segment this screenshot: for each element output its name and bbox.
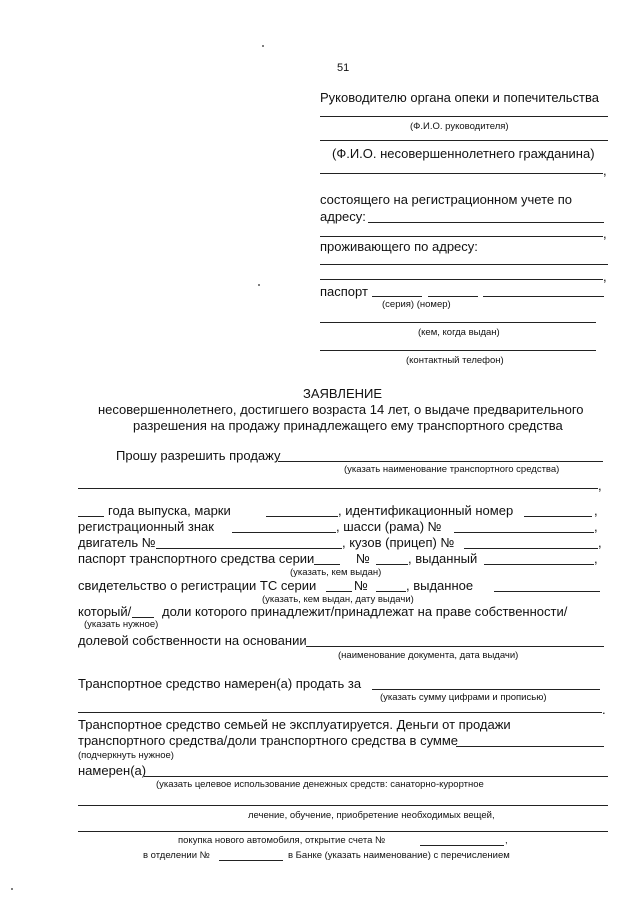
- cert-no-label: №: [354, 578, 368, 593]
- intend2-label: намерен(а): [78, 763, 147, 778]
- body-label: , кузов (прицеп) №: [342, 535, 455, 550]
- issued-line[interactable]: [320, 322, 596, 323]
- page-number: 51: [337, 62, 350, 74]
- underline-caption: (подчеркнуть нужное): [78, 750, 174, 761]
- engine-label: двигатель №: [78, 535, 156, 550]
- purpose-line[interactable]: [144, 776, 608, 777]
- pts-issuer-line[interactable]: [484, 564, 594, 565]
- reg-cert-label: свидетельство о регистрации ТС серии: [78, 578, 317, 593]
- registered-label-2: адресу:: [320, 209, 366, 224]
- chassis-line[interactable]: [454, 532, 594, 533]
- pts-label: паспорт транспортного средства серии: [78, 551, 315, 566]
- pts-caption: (указать, кем выдан): [290, 567, 382, 578]
- comma: ,: [598, 478, 602, 493]
- comma: ,: [594, 519, 598, 534]
- comma: ,: [603, 269, 607, 284]
- purpose-caption-3: покупка нового автомобиля, открытие счета №: [178, 835, 386, 846]
- pts-series-line[interactable]: [314, 564, 340, 565]
- residing-address-line[interactable]: [320, 264, 608, 265]
- passport-number-line[interactable]: [428, 296, 478, 297]
- title-line-1: несовершеннолетнего, достигшего возраста 14 лет, о выдаче предварительного: [98, 402, 584, 417]
- chassis-label: , шасси (рама) №: [336, 519, 442, 534]
- comma: ,: [603, 163, 607, 178]
- passport-series-line[interactable]: [372, 296, 422, 297]
- vehicle-name-line-2[interactable]: [78, 488, 598, 489]
- comma: ,: [598, 535, 602, 550]
- comma: ,: [505, 835, 508, 846]
- not-used-text: Транспортное средство семьей не эксплуатируется. Деньги от продажи: [78, 717, 511, 732]
- residing-address-line-2[interactable]: [320, 279, 603, 280]
- account-number-line[interactable]: [420, 845, 504, 846]
- title-line-2: разрешения на продажу принадлежащего ему транспортного средства: [133, 418, 563, 433]
- registered-address-line[interactable]: [368, 222, 604, 223]
- basis-caption: (наименование документа, дата выдачи): [338, 650, 519, 661]
- purpose-caption-1: (указать целевое использование денежных средств: санаторно-курортное: [156, 779, 484, 790]
- money-sum-line[interactable]: [456, 746, 604, 747]
- engine-line[interactable]: [156, 548, 342, 549]
- vin-line[interactable]: [524, 516, 592, 517]
- pts-issued-label: , выданный: [408, 551, 478, 566]
- price-line[interactable]: [372, 689, 600, 690]
- pts-number-line[interactable]: [376, 564, 408, 565]
- brand-line[interactable]: [266, 516, 338, 517]
- scan-speck: [262, 45, 264, 47]
- year-line[interactable]: [78, 516, 104, 517]
- phone-caption: (контактный телефон): [406, 355, 504, 366]
- pts-no-label: №: [356, 551, 370, 566]
- minor-fio-line[interactable]: [320, 173, 603, 174]
- which-label: который/: [78, 604, 132, 619]
- minor-fio-label: (Ф.И.О. несовершеннолетнего гражданина): [332, 146, 595, 161]
- head-fio-caption: (Ф.И.О. руководителя): [410, 121, 509, 132]
- cert-number-line[interactable]: [376, 591, 406, 592]
- residing-label: проживающего по адресу:: [320, 239, 478, 254]
- comma: ,: [594, 551, 598, 566]
- price-line-2[interactable]: [78, 712, 602, 713]
- which-caption: (указать нужное): [84, 619, 159, 630]
- reg-sign-label: регистрационный знак: [78, 519, 214, 534]
- comma: ,: [603, 226, 607, 241]
- cert-caption: (указать, кем выдан, дату выдачи): [262, 594, 414, 605]
- phone-line[interactable]: [320, 350, 596, 351]
- registered-address-line-2[interactable]: [320, 236, 603, 237]
- document-title: ЗАЯВЛЕНИЕ: [303, 386, 383, 401]
- scan-speck: [11, 888, 13, 890]
- cert-series-line[interactable]: [326, 591, 352, 592]
- scan-speck: [258, 284, 260, 286]
- reg-sign-line[interactable]: [232, 532, 336, 533]
- cert-issued-label: , выданное: [406, 578, 474, 593]
- share-basis-label: долевой собственности на основании: [78, 633, 307, 648]
- head-fio-line[interactable]: [320, 116, 608, 117]
- purpose-line-2[interactable]: [78, 805, 608, 806]
- share-text: доли которого принадлежит/принадлежат на праве собственности/: [162, 604, 568, 619]
- period: .: [602, 702, 606, 717]
- request-caption: (указать наименование транспортного средства): [344, 464, 560, 475]
- comma: ,: [594, 503, 598, 518]
- passport-extra-line[interactable]: [483, 296, 604, 297]
- vehicle-name-line[interactable]: [278, 461, 603, 462]
- issued-caption: (кем, когда выдан): [418, 327, 500, 338]
- cert-issuer-line[interactable]: [494, 591, 600, 592]
- price-caption: (указать сумму цифрами и прописью): [380, 692, 547, 703]
- vin-label: , идентификационный номер: [338, 503, 514, 518]
- branch-number-line[interactable]: [219, 860, 283, 861]
- intend-label: Транспортное средство намерен(а) продать за: [78, 676, 362, 691]
- money-text: транспортного средства/доли транспортного средства в сумме: [78, 733, 459, 748]
- body-line[interactable]: [464, 548, 598, 549]
- passport-label: паспорт: [320, 284, 368, 299]
- request-label: Прошу разрешить продажу: [116, 448, 281, 463]
- which-line[interactable]: [132, 617, 154, 618]
- purpose-caption-4a: в отделении №: [143, 850, 210, 861]
- year-label: года выпуска, марки: [108, 503, 231, 518]
- registered-label-1: состоящего на регистрационном учете по: [320, 192, 572, 207]
- purpose-caption-4b: в Банке (указать наименование) с перечислением: [288, 850, 510, 861]
- divider-line: [320, 140, 608, 141]
- passport-caption: (серия) (номер): [382, 299, 451, 310]
- purpose-line-3[interactable]: [78, 831, 608, 832]
- addressee: Руководителю органа опеки и попечительства: [320, 90, 599, 105]
- basis-line[interactable]: [306, 646, 604, 647]
- purpose-caption-2: лечение, обучение, приобретение необходимых вещей,: [248, 810, 495, 821]
